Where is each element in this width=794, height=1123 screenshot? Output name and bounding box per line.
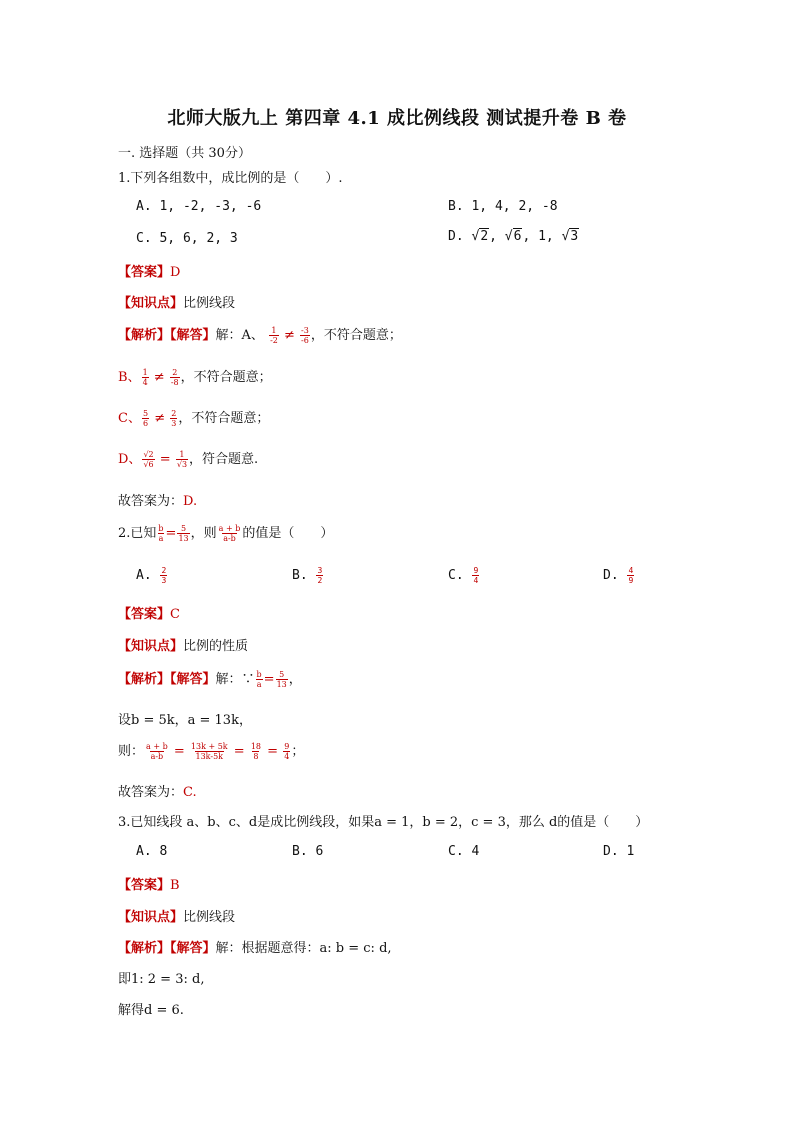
- section-heading: 一. 选择题（共 30分）: [118, 146, 251, 161]
- q1-stem: 1.下列各组数中，成比例的是（ ）.: [118, 171, 343, 186]
- sqrt-symbol: √3: [561, 229, 579, 244]
- q2-analysis-2: 设b = 5k，a = 13k，: [118, 713, 252, 728]
- q1-option-c: C. 5, 6, 2, 3: [136, 231, 238, 246]
- sqrt-symbol: √6: [504, 229, 522, 244]
- q2-answer-line: 【答案】C: [118, 607, 180, 622]
- q3-analysis-3: 解得d = 6.: [118, 1003, 184, 1018]
- q1-final-line: 故答案为：D.: [118, 494, 198, 509]
- answer-label: 【答案】: [118, 265, 171, 280]
- q1-analysis-c: C、 $\frac{5}{6}$ ≠ $\frac{2}{3}$ ，不符合题意；: [118, 409, 270, 428]
- q1-answer-line: [118, 261, 180, 280]
- q1-analysis-a: 【解析】【解答】解：A、 $\frac{1}{-2}$ ≠ $\frac{-3}{-6}$ ，不符合题意；: [118, 326, 402, 345]
- q1-option-d: D. √2, √6, 1, √3: [448, 229, 579, 244]
- q1-analysis-d: D、 $\frac{√2}{√6}$ = $\frac{1}{√3}$ ，符合题意.: [118, 450, 259, 469]
- q2-knowledge-line: 【知识点】比例的性质: [118, 639, 249, 654]
- q1-option-b: B. 1, 4, 2, -8: [448, 199, 558, 214]
- q2-option-d: D. $\frac{4}{9}$: [603, 566, 634, 585]
- q3-answer: B: [170, 878, 180, 893]
- q3-knowledge-line: 【知识点】比例线段: [118, 910, 236, 925]
- q3-analysis-2: 即1: 2 = 3: d,: [118, 972, 205, 987]
- q2-option-c: C. $\frac{9}{4}$: [448, 566, 479, 585]
- q2-answer: C: [170, 607, 180, 622]
- q2-stem: 2.已知 $\frac{b}{a}$ = $\frac{5}{13}$ ，则 $\frac{a + b}{a-b}$ 的值是（ ）: [118, 524, 334, 543]
- sqrt-symbol: √2: [471, 229, 489, 244]
- q3-stem: 3.已知线段 a、b、c、d是成比例线段，如果a = 1，b = 2，c = 3，那么 d的值是（ ）: [118, 815, 649, 830]
- q3-option-a: A. 8: [136, 844, 168, 859]
- q3-answer-line: 【答案】B: [118, 878, 180, 893]
- q3-analysis-1: 【解析】【解答】解：根据题意得：a: b = c: d,: [118, 941, 392, 956]
- q2-option-b: B. $\frac{3}{2}$: [292, 566, 323, 585]
- q1-answer: D: [170, 265, 181, 280]
- q1-analysis-b: B、 $\frac{1}{4}$ ≠ $\frac{2}{-8}$ ，不符合题意；: [118, 368, 272, 387]
- q2-analysis-3: 则： $\frac{a + b}{a-b}$ = $\frac{13k + 5k}{13k-5k}$ = $\frac{18}{8}$ = $\frac{9}{4}$ ；: [118, 742, 305, 761]
- q3-option-c: C. 4: [448, 844, 480, 859]
- q3-option-b: B. 6: [292, 844, 324, 859]
- q3-option-d: D. 1: [603, 844, 635, 859]
- q2-option-a: A. $\frac{2}{3}$: [136, 566, 167, 585]
- q2-analysis-1: 【解析】【解答】解：∵ $\frac{b}{a}$ = $\frac{5}{13}$ ，: [118, 670, 302, 689]
- q1-knowledge-line: 【知识点】比例线段: [118, 296, 236, 311]
- knowledge-label: 【知识点】: [118, 296, 184, 311]
- q2-final-line: 故答案为：C.: [118, 785, 197, 800]
- document-title: 北师大版九上 第四章 4.1 成比例线段 测试提升卷 B 卷: [167, 108, 627, 129]
- analysis-label: 【解析】【解答】: [118, 328, 216, 343]
- q1-option-a: A. 1, -2, -3, -6: [136, 199, 262, 214]
